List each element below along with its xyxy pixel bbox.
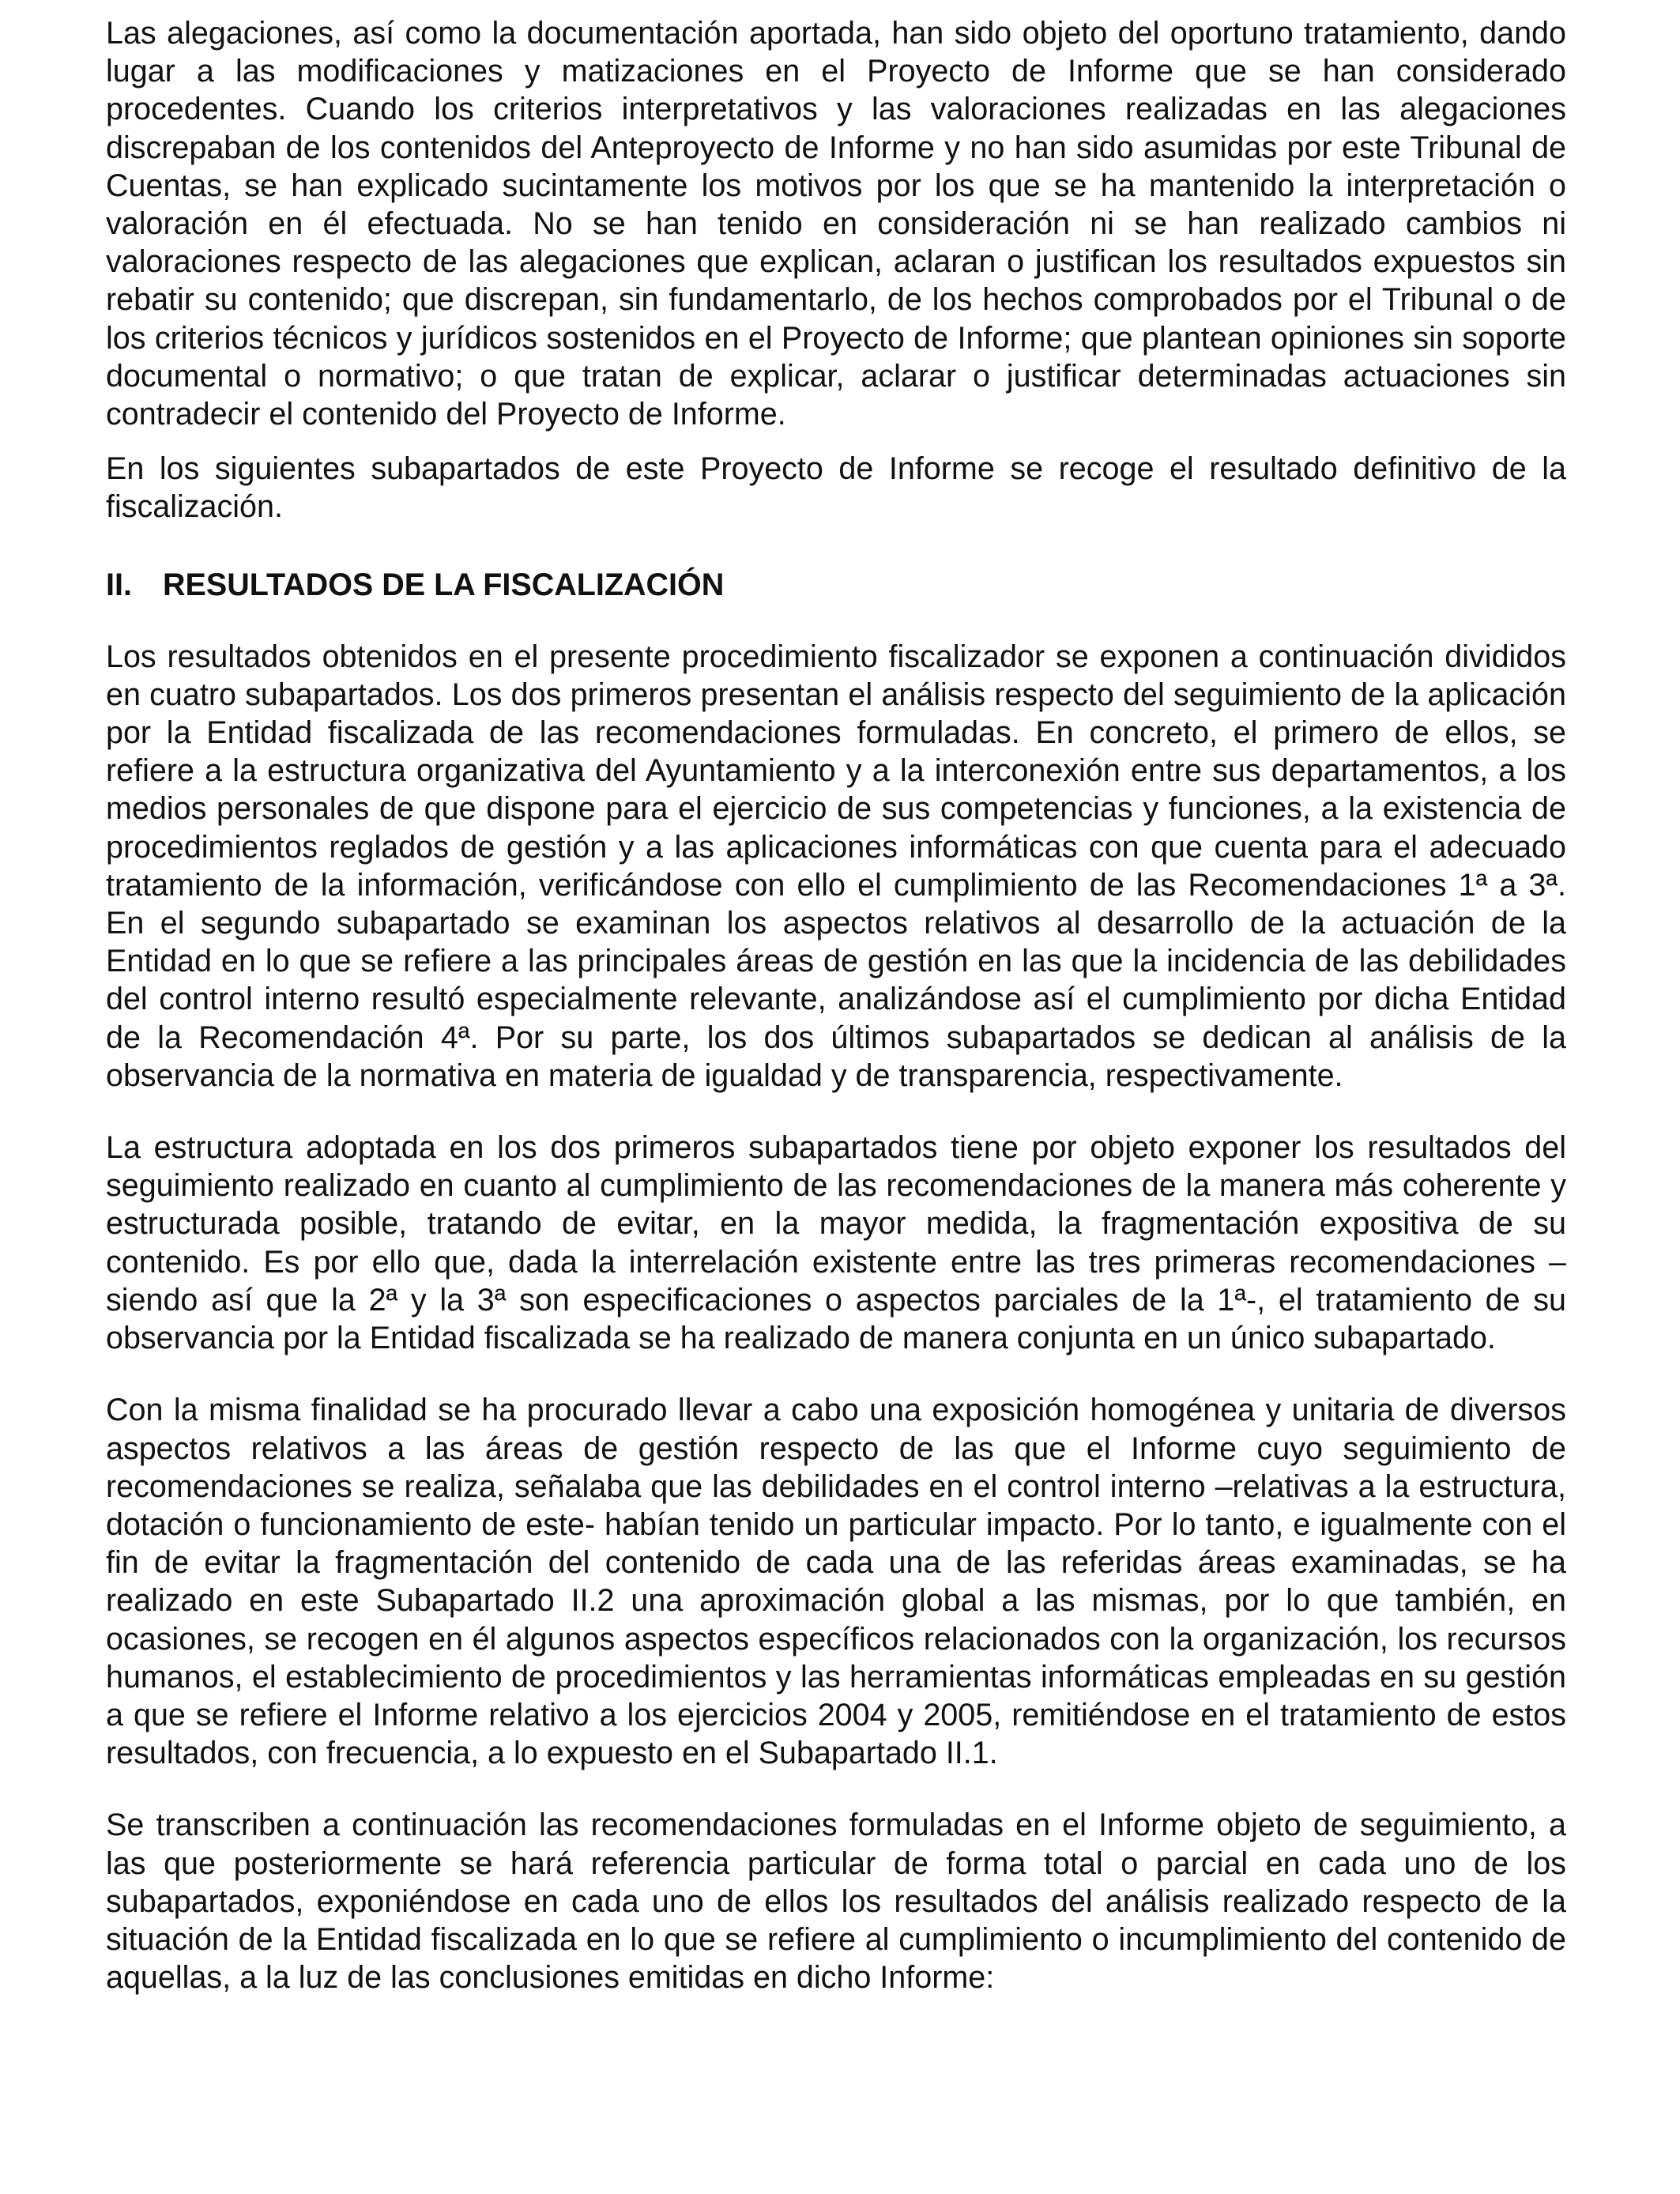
document-page [106, 14, 1566, 1996]
spacer [106, 604, 1566, 638]
paragraph-subapartados-intro: En los siguientes subapartados de este Proyecto de Informe se recoge el resultado definitivo de la fiscalización. [106, 451, 1566, 525]
spacer [106, 526, 1566, 566]
section-heading [106, 566, 1566, 604]
spacer [106, 1357, 1566, 1391]
section-title: RESULTADOS DE LA FISCALIZACIÓN [163, 567, 725, 602]
paragraph-alegaciones: Las alegaciones, así como la documentación aportada, han sido objeto del oportuno tratamiento, dando lugar a las modificaciones y matizaciones en el Proyecto de Informe que se han considerado procedentes. Cuando los criterios interpretativos y las valoraciones realizadas en las alegaciones discrepaban de los contenidos del Anteproyecto de Informe y no han sido asumidas por este Tribunal de Cuentas, se han explicado sucintamente los motivos por los que se ha mantenido la interpretación o valoración en él efectuada. No se han tenido en consideración ni se han realizado cambios ni valoraciones respecto de las alegaciones que explican, aclaran o justifican los resultados expuestos sin rebatir su contenido; que discrepan, sin fundamentarlo, de los hechos comprobados por el Tribunal o de los criterios técnicos y jurídicos sostenidos en el Proyecto de Informe; que plantean opiniones sin soporte documental o normativo; o que tratan de explicar, aclarar o justificar determinadas actuaciones sin contradecir el contenido del Proyecto de Informe. [106, 16, 1566, 432]
paragraph-finalidad: Con la misma finalidad se ha procurado llevar a cabo una exposición homogénea y unitaria de diversos aspectos relativos a las áreas de gestión respecto de las que el Informe cuyo seguimiento de recomendaciones se realiza, señalaba que las debilidades en el control interno –relativas a la estructura, dotación o funcionamiento de este- habían tenido un particular impacto. Por lo tanto, e igualmente con el fin de evitar la fragmentación del contenido de cada una de las referidas áreas examinadas, se ha realizado en este Subapartado II.2 una aproximación global a las mismas, por lo que también, en ocasiones, se recogen en él algunos aspectos específicos relacionados con la organización, los recursos humanos, el establecimiento de procedimientos y las herramientas informáticas empleadas en su gestión a que se refiere el Informe relativo a los ejercicios 2004 y 2005, remitiéndose en el tratamiento de estos resultados, con frecuencia, a lo expuesto en el Subapartado II.1. [106, 1393, 1566, 1771]
spacer [106, 433, 1566, 450]
spacer [106, 1772, 1566, 1806]
paragraph-estructura: La estructura adoptada en los dos primeros subapartados tiene por objeto exponer los resultados del seguimiento realizado en cuanto al cumplimiento de las recomendaciones de la manera más coherente y estructurada posible, tratando de evitar, en la mayor medida, la fragmentación expositiva de su contenido. Es por ello que, dada la interrelación existente entre las tres primeras recomendaciones –siendo así que la 2ª y la 3ª son especificaciones o aspectos parciales de la 1ª-, el tratamiento de su observancia por la Entidad fiscalizada se ha realizado de manera conjunta en un único subapartado. [106, 1130, 1566, 1356]
paragraph-resultados: Los resultados obtenidos en el presente procedimiento fiscalizador se exponen a continuación divididos en cuatro subapartados. Los dos primeros presentan el análisis respecto del seguimiento de la aplicación por la Entidad fiscalizada de las recomendaciones formuladas. En concreto, el primero de ellos, se refiere a la estructura organizativa del Ayuntamiento y a la interconexión entre sus departamentos, a los medios personales de que dispone para el ejercicio de sus competencias y funciones, a la existencia de procedimientos reglados de gestión y a las aplicaciones informáticas con que cuenta para el adecuado tratamiento de la información, verificándose con ello el cumplimiento de las Recomendaciones 1ª a 3ª. En el segundo subapartado se examinan los aspectos relativos al desarrollo de la actuación de la Entidad en lo que se refiere a las principales áreas de gestión en las que la incidencia de las debilidades del control interno resultó especialmente relevante, analizándose así el cumplimiento por dicha Entidad de la Recomendación 4ª. Por su parte, los dos últimos subapartados se dedican al análisis de la observancia de la normativa en materia de igualdad y de transparencia, respectivamente. [106, 639, 1566, 1093]
spacer [106, 1095, 1566, 1129]
section-number: II. [106, 567, 132, 602]
paragraph-transcripcion: Se transcriben a continuación las recomendaciones formuladas en el Informe objeto de seguimiento, a las que posteriormente se hará referencia particular de forma total o parcial en cada uno de los subapartados, exponiéndose en cada uno de ellos los resultados del análisis realizado respecto de la situación de la Entidad fiscalizada en lo que se refiere al cumplimiento o incumplimiento del contenido de aquellas, a la luz de las conclusiones emitidas en dicho Informe: [106, 1808, 1566, 1996]
